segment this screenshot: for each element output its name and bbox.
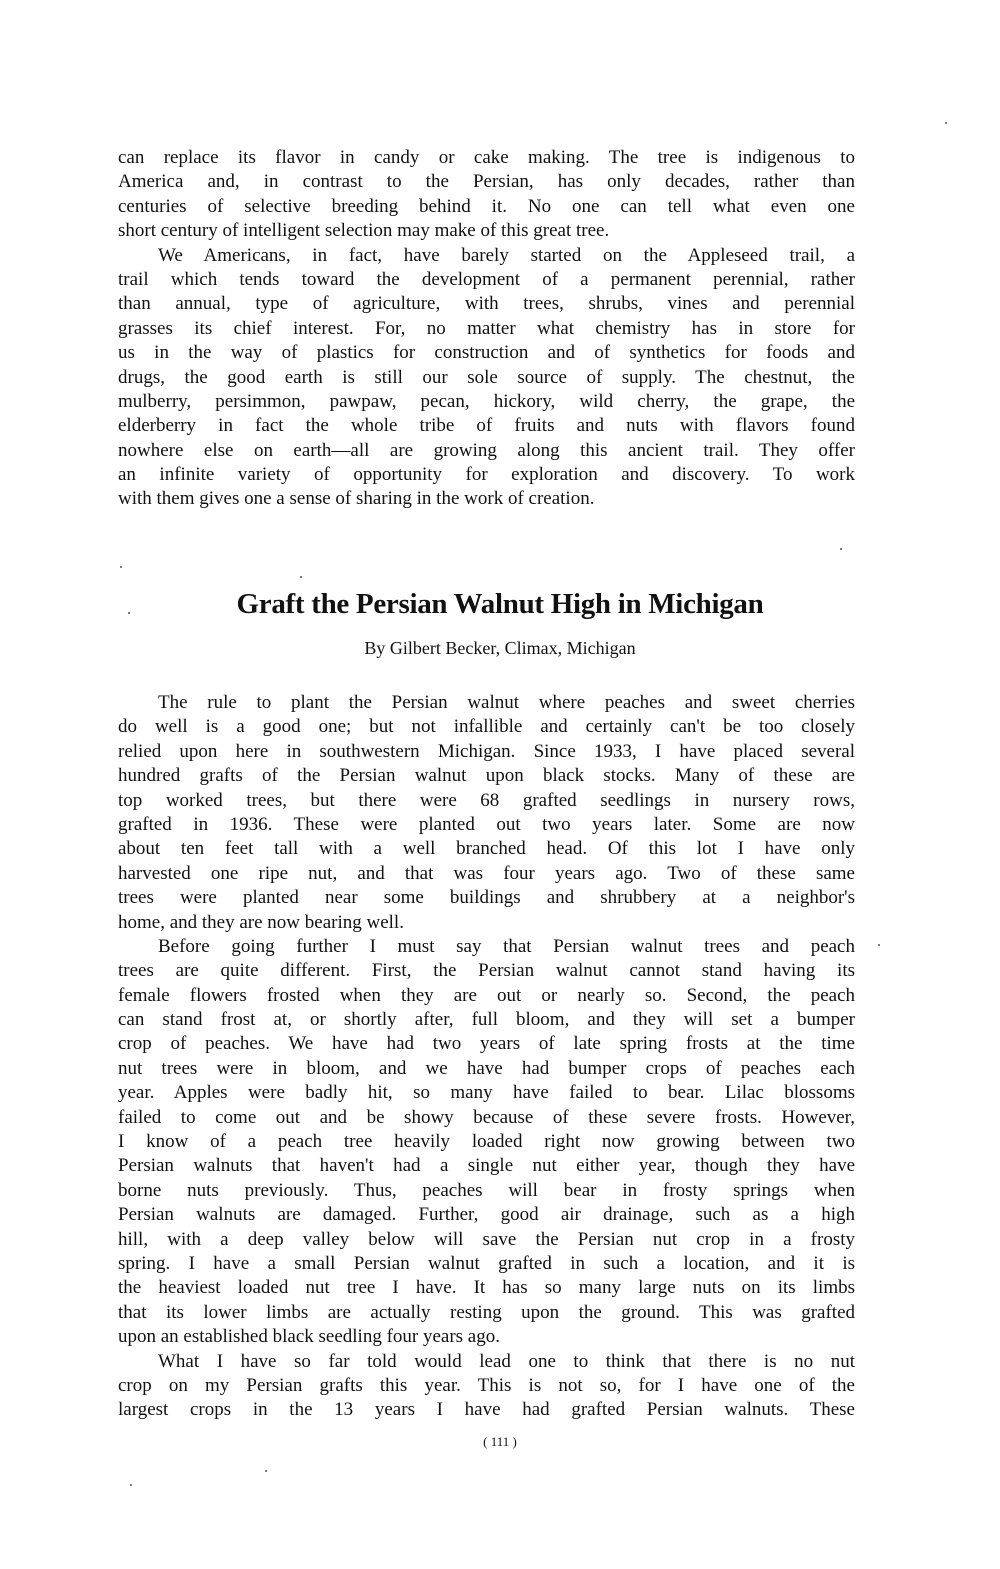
text-line: Before going further I must say that Persian walnut trees and peach (158, 935, 855, 957)
text-line: upon an established black seedling four years ago. (118, 1326, 500, 1348)
text-line: borne nuts previously. Thus, peaches will bear in frosty springs when (118, 1179, 855, 1201)
text-line: grafted in 1936. These were planted out two years later. Some are now (118, 813, 855, 835)
text-line: that its lower limbs are actually resting upon the ground. This was grafted (118, 1301, 855, 1323)
text-line: failed to come out and be showy because of these severe frosts. However, (118, 1106, 855, 1128)
text-line: Persian walnuts that haven't had a single nut either year, though they have (118, 1155, 855, 1177)
text-line: The rule to plant the Persian walnut where peaches and sweet cherries (158, 692, 855, 713)
scan-speck (130, 1484, 132, 1486)
text-line: largest crops in the 13 years I have had grafted Persian walnuts. These (118, 1399, 855, 1421)
text-line: can replace its flavor in candy or cake making. The tree is indigenous to (118, 147, 855, 168)
scan-speck (878, 944, 880, 946)
text-line: mulberry, persimmon, pawpaw, pecan, hickory, wild cherry, the grape, the (118, 390, 855, 412)
text-line: short century of intelligent selection may make of this great tree. (118, 220, 610, 242)
page-number: ( 111 ) (483, 1434, 517, 1449)
text-line: elderberry in fact the whole tribe of fruits and nuts with flavors found (118, 415, 855, 437)
text-line: spring. I have a small Persian walnut grafted in such a location, and it is (118, 1252, 855, 1274)
text-line: relied upon here in southwestern Michigan. Since 1933, I have placed several (118, 740, 855, 762)
scan-speck (265, 1470, 267, 1472)
text-line: grasses its chief interest. For, no matter what chemistry has in store for (118, 317, 855, 339)
text-line: centuries of selective breeding behind it. No one can tell what even one (118, 195, 855, 217)
text-line: crop of peaches. We have had two years of late spring frosts at the time (118, 1033, 855, 1055)
text-line: nut trees were in bloom, and we have had bumper crops of peaches each (118, 1057, 855, 1079)
text-line: year. Apples were badly hit, so many have failed to bear. Lilac blossoms (118, 1082, 855, 1104)
scan-speck (840, 548, 842, 550)
text-line: What I have so far told would lead one to think that there is no nut (158, 1350, 855, 1372)
text-line: Persian walnuts are damaged. Further, good air drainage, such as a high (118, 1204, 855, 1226)
text-line: drugs, the good earth is still our sole source of supply. The chestnut, the (118, 366, 855, 388)
article-byline: By Gilbert Becker, Climax, Michigan (364, 638, 636, 658)
text-line: top worked trees, but there were 68 grafted seedlings in nursery rows, (118, 789, 855, 811)
text-line: We Americans, in fact, have barely started on the Appleseed trail, a (158, 244, 855, 266)
text-line: female flowers frosted when they are out or nearly so. Second, the peach (118, 984, 855, 1006)
text-line: trail which tends toward the development of a permanent perennial, rather (118, 268, 855, 290)
text-line: the heaviest loaded nut tree I have. It has so many large nuts on its limbs (118, 1277, 855, 1299)
text-line: I know of a peach tree heavily loaded right now growing between two (118, 1131, 855, 1153)
text-line: home, and they are now bearing well. (118, 911, 404, 933)
text-line: trees were planted near some buildings and shrubbery at a neighbor's (118, 887, 855, 909)
article-title: Graft the Persian Walnut High in Michigan (236, 588, 764, 620)
text-line: hundred grafts of the Persian walnut upon black stocks. Many of these are (118, 765, 855, 787)
text-line: America and, in contrast to the Persian, has only decades, rather than (118, 171, 855, 193)
text-line: trees are quite different. First, the Persian walnut cannot stand having its (118, 960, 855, 982)
scan-speck (300, 576, 302, 578)
article-body (118, 691, 855, 1423)
text-line: an infinite variety of opportunity for exploration and discovery. To work (118, 464, 855, 486)
continued-text (118, 146, 855, 512)
text-line: nowhere else on earth—all are growing along this ancient trail. They offer (118, 439, 855, 461)
text-line: us in the way of plastics for construction and of synthetics for foods and (118, 342, 855, 364)
text-line: can stand frost at, or shortly after, full bloom, and they will set a bumper (118, 1009, 855, 1031)
scan-speck (128, 612, 130, 614)
text-line: than annual, type of agriculture, with trees, shrubs, vines and perennial (118, 293, 855, 315)
text-line: with them gives one a sense of sharing in the work of creation. (118, 488, 595, 510)
text-line: harvested one ripe nut, and that was four years ago. Two of these same (118, 862, 855, 884)
text-line: hill, with a deep valley below will save the Persian nut crop in a frosty (118, 1228, 855, 1250)
text-line: do well is a good one; but not infallible and certainly can't be too closely (118, 716, 855, 738)
text-line: about ten feet tall with a well branched head. Of this lot I have only (118, 838, 855, 860)
text-line: crop on my Persian grafts this year. This is not so, for I have one of the (118, 1374, 855, 1396)
scan-speck (945, 122, 947, 124)
scan-speck (120, 566, 122, 568)
